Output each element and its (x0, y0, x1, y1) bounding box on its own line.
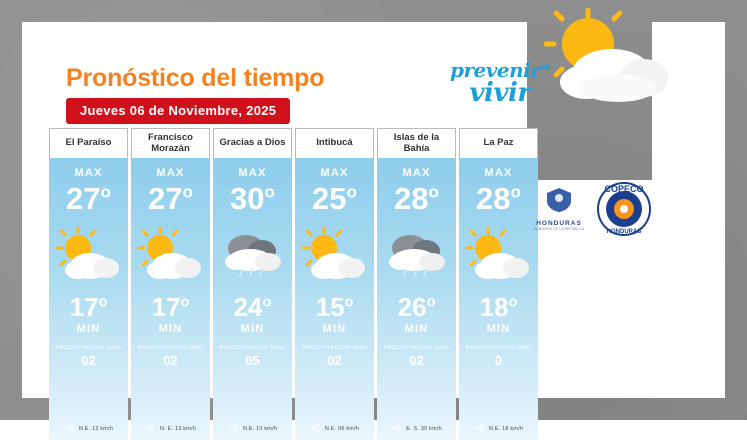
wind-value: N.E. 18 km/h (488, 425, 524, 432)
min-label: MIN (486, 323, 511, 335)
forecast-column (49, 128, 128, 440)
rain-cloud-icon (213, 216, 292, 292)
min-temperature: 18$^o$ (479, 292, 518, 322)
precip-value: 02 (327, 353, 342, 368)
wind-row (377, 423, 456, 434)
max-temperature: 28$^o$ (394, 181, 439, 216)
region-name: Islas de la Bahía (377, 128, 456, 158)
background-plate-bottom (527, 290, 657, 398)
forecast-column (213, 128, 292, 440)
wind-row (295, 423, 374, 434)
brand-word-es: es (540, 62, 551, 73)
precip-label: PRECIPITACIÓN (MM) (137, 345, 204, 351)
wind-icon (474, 423, 485, 434)
max-label: MAX (238, 167, 267, 179)
background-plate-gap (527, 240, 657, 292)
precip-value: 02 (81, 353, 96, 368)
sun-cloud-icon (295, 216, 374, 292)
precip-value: 05 (245, 353, 260, 368)
wind-icon (64, 423, 75, 434)
precip-label: PRECIPITACIÓN (MM) (55, 345, 122, 351)
wind-value: N.E. 06 km/h (324, 425, 360, 432)
precip-label: PRECIPITACIÓN (MM) (465, 345, 532, 351)
min-label: MIN (240, 323, 265, 335)
forecast-panel (213, 158, 292, 440)
min-label: MIN (158, 323, 183, 335)
copeco-logo-top-text: COPECO (604, 184, 644, 194)
page-title: Pronóstico del tiempo (66, 64, 325, 92)
min-temperature: 24$^o$ (233, 292, 272, 322)
max-temperature: 25$^o$ (312, 181, 357, 216)
forecast-panel (131, 158, 210, 440)
wind-icon (228, 423, 239, 434)
brand-word-prevenir: prevenir (450, 58, 541, 82)
honduras-logo-name: HONDURAS (536, 220, 582, 227)
min-label: MIN (322, 323, 347, 335)
prevenir-es-vivir-logo (450, 58, 550, 110)
copeco-logo (596, 181, 652, 237)
min-temperature: 17$^o$ (151, 292, 190, 322)
precip-label: PRECIPITACIÓN (MM) (219, 345, 286, 351)
forecast-panel (377, 158, 456, 440)
wind-value: N.E. 12 km/h (78, 425, 114, 432)
forecast-column (295, 128, 374, 440)
honduras-crest-icon (544, 187, 574, 213)
wind-value: E. S. 30 km/h (406, 425, 442, 432)
wind-icon (310, 423, 321, 434)
forecast-panel (295, 158, 374, 440)
precip-value: 02 (409, 353, 424, 368)
forecast-panel (49, 158, 128, 440)
forecast-columns (49, 128, 544, 440)
precip-label: PRECIPITACIÓN (MM) (301, 345, 368, 351)
region-name: Gracias a Dios (213, 128, 292, 158)
forecast-column (131, 128, 210, 440)
max-label: MAX (402, 167, 431, 179)
copeco-logo-bottom-text: HONDURAS (606, 229, 642, 235)
honduras-government-logo (532, 187, 586, 231)
max-label: MAX (484, 167, 513, 179)
sun-cloud-icon (49, 216, 128, 292)
wind-icon (391, 423, 402, 434)
wind-row (131, 423, 210, 434)
region-name: Intibucá (295, 128, 374, 158)
max-temperature: 27$^o$ (66, 181, 111, 216)
precip-label: PRECIPITACIÓN (MM) (383, 345, 450, 351)
forecast-column (459, 128, 538, 440)
forecast-column (377, 128, 456, 440)
max-label: MAX (320, 167, 349, 179)
forecast-card (22, 22, 551, 432)
precip-value: 0 (494, 353, 503, 368)
min-temperature: 15$^o$ (315, 292, 354, 322)
wind-value: N. E. 13 km/h (160, 425, 196, 432)
wind-row (213, 423, 292, 434)
precip-value: 02 (163, 353, 178, 368)
region-name: Francisco Morazán (131, 128, 210, 158)
min-temperature: 26$^o$ (397, 292, 436, 322)
forecast-date-badge: Jueves 06 de Noviembre, 2025 (66, 98, 290, 124)
sun-cloud-icon (131, 216, 210, 292)
wind-row (49, 423, 128, 434)
max-temperature: 27$^o$ (148, 181, 193, 216)
min-label: MIN (76, 323, 101, 335)
min-temperature: 17$^o$ (69, 292, 108, 322)
max-label: MAX (74, 167, 103, 179)
region-name: La Paz (459, 128, 538, 158)
max-temperature: 30$^o$ (230, 181, 275, 216)
max-temperature: 28$^o$ (476, 181, 521, 216)
wind-value: N.E. 10 km/h (242, 425, 278, 432)
rain-cloud-icon (377, 216, 456, 292)
wind-icon (145, 423, 156, 434)
wind-row (459, 423, 538, 434)
max-label: MAX (156, 167, 185, 179)
institution-logos (527, 178, 657, 240)
sun-cloud-decorative-icon (540, 8, 670, 118)
honduras-logo-subtitle: GOBIERNO DE LA REPÚBLICA (533, 227, 585, 231)
min-label: MIN (404, 323, 429, 335)
brand-line-2: vivir (469, 78, 531, 108)
region-name: El Paraíso (49, 128, 128, 158)
